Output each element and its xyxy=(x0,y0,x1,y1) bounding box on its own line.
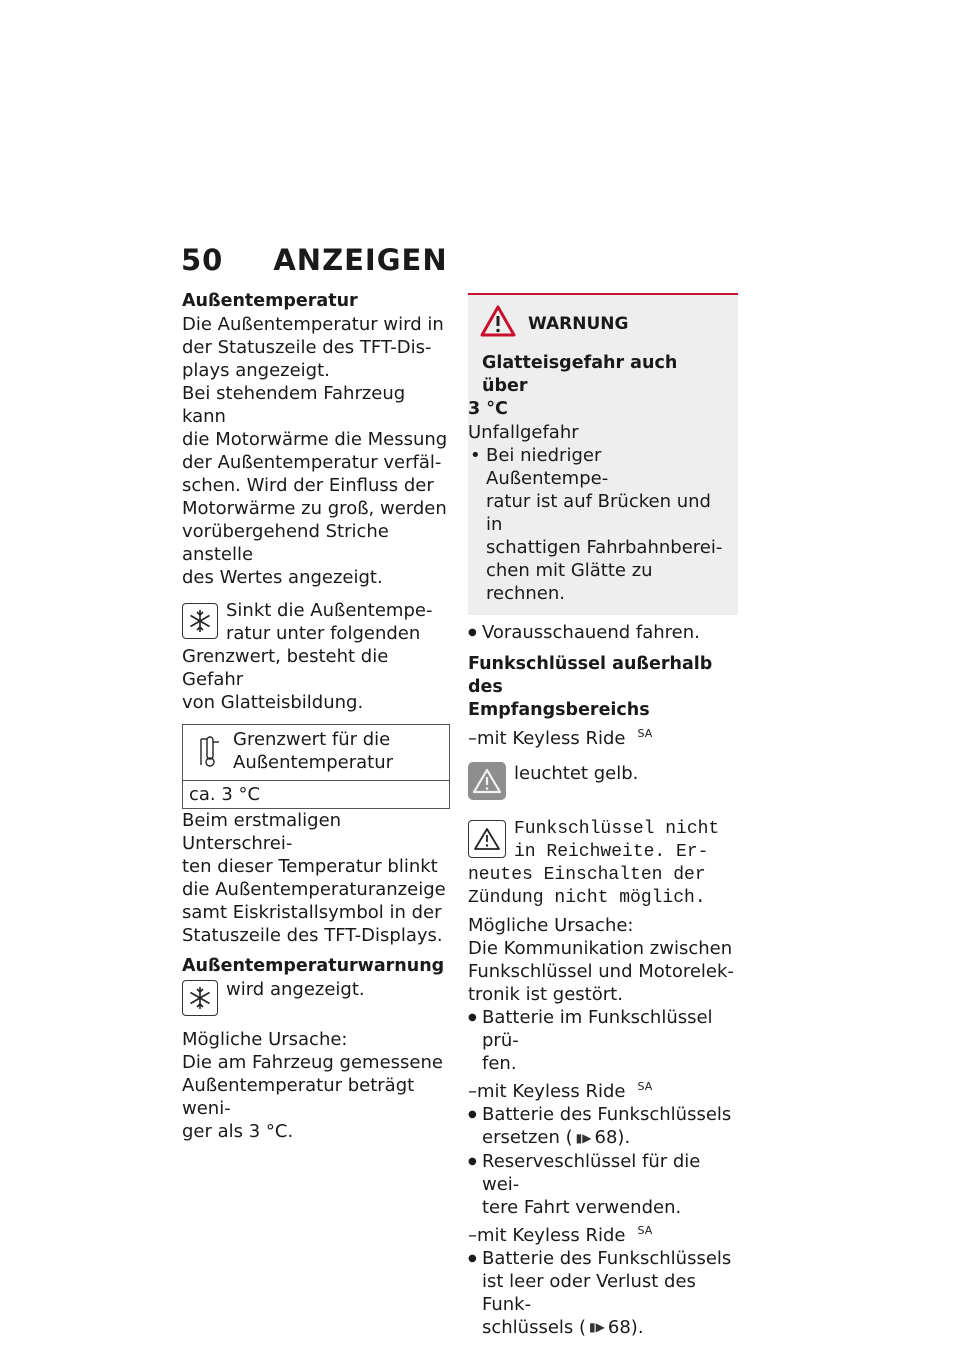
page-number: 50 xyxy=(181,243,224,277)
keyless-ride-line-2: –mit Keyless Ride $^{SA}$ xyxy=(468,1080,653,1102)
bullet-spare-key: ● Reserveschlüssel für die wei- tere Fahrt verwenden. xyxy=(468,1150,738,1219)
warning-title: Glatteisgefahr auch über xyxy=(482,353,678,396)
limit-value: ca. 3 °C xyxy=(189,784,261,805)
right-column xyxy=(468,293,738,1339)
section-title: ANZEIGEN xyxy=(273,243,448,277)
page-header xyxy=(181,243,448,277)
warning-shown-paragraph: wird angezeigt. xyxy=(182,978,452,1001)
paragraph-1: Die Außentemperatur wird in der Statuszeile des TFT-Dis- plays angezeigt. xyxy=(182,314,444,381)
lamp-paragraph: leuchtet gelb. xyxy=(468,762,738,785)
warning-title-2: 3 °C xyxy=(468,399,508,419)
limit-table xyxy=(182,724,450,809)
paragraph-6: Mögliche Ursache: Die am Fahrzeug gemessene Außentemperatur beträgt weni- ger als 3 °C. xyxy=(182,1029,443,1142)
left-column xyxy=(182,290,452,1143)
snowflake-icon xyxy=(182,980,218,1016)
warning-bullet: • Bei niedriger Außentempe- ratur ist auf Brücken und in schattigen Fahrbahnberei- chen mit Glätte zu rechnen. xyxy=(468,444,724,605)
warning-box xyxy=(468,293,738,615)
warning-header xyxy=(468,305,724,344)
warning-triangle-icon xyxy=(480,305,516,344)
page-reference-link[interactable]: 68 xyxy=(607,1316,631,1338)
general-warning-indicator-icon xyxy=(468,762,506,800)
bullet-replace-battery: ● Batterie des Funkschlüssels ersetzen ( ▮▶ 68). xyxy=(468,1103,738,1150)
keyless-ride-line-3: –mit Keyless Ride $^{SA}$ xyxy=(468,1223,653,1246)
heading-outside-temp-warning: Außentemperaturwarnung xyxy=(182,956,445,976)
bullet-check-battery: ● Batterie im Funkschlüssel prü- fen. xyxy=(468,1006,738,1075)
keyless-ride-line-1: –mit Keyless Ride $^{SA}$ xyxy=(468,727,653,749)
limit-label-row: Grenzwert für die Außentemperatur xyxy=(183,725,449,781)
cause-paragraph: Mögliche Ursache: Die Kommunikation zwischen Funkschlüssel und Motorelek- tronik ist gestört. xyxy=(468,915,734,1005)
snowflake-icon xyxy=(182,603,218,639)
ice-warning-paragraph: Sinkt die Außentempe- ratur unter folgenden Grenzwert, besteht die Gefahr von Glatteisbildung. xyxy=(182,600,433,713)
warning-hazard: Unfallgefahr xyxy=(468,422,579,443)
warning-label: WARNUNG xyxy=(528,314,629,334)
heading-outside-temperature: Außentemperatur xyxy=(182,291,358,311)
heading-key-out-of-range: Funkschlüssel außerhalb des Empfangsbereichs xyxy=(468,654,713,720)
thermometer-icon xyxy=(199,734,221,774)
drive-ahead-bullet: ● Vorausschauend fahren. xyxy=(468,621,738,644)
page-reference-link[interactable]: 68 xyxy=(594,1127,618,1148)
reference-arrow-icon: ▮▶ xyxy=(589,1320,605,1334)
bullet-battery-empty: ● Batterie des Funkschlüssels ist leer oder Verlust des Funk- schlüssels ( ▮▶ 68). xyxy=(468,1247,738,1340)
paragraph-2: Bei stehendem Fahrzeug kann die Motorwärme die Messung der Außentemperatur verfäl- schen. Wird der Einfluss der Motorwärme zu groß, werden vorübergehend Striche anstelle des Wertes angezeigt. xyxy=(182,383,448,588)
warning-triangle-icon xyxy=(468,820,506,858)
display-message: Funkschlüssel nicht in Reichweite. Er- neutes Einschalten der Zündung nicht möglich. xyxy=(468,819,720,908)
reference-arrow-icon: ▮▶ xyxy=(575,1130,592,1145)
paragraph-4: Beim erstmaligen Unterschrei- ten dieser Temperatur blinkt die Außentemperaturanzeige samt Eiskristallsymbol in der Statuszeile des TFT-Displays. xyxy=(182,810,446,946)
